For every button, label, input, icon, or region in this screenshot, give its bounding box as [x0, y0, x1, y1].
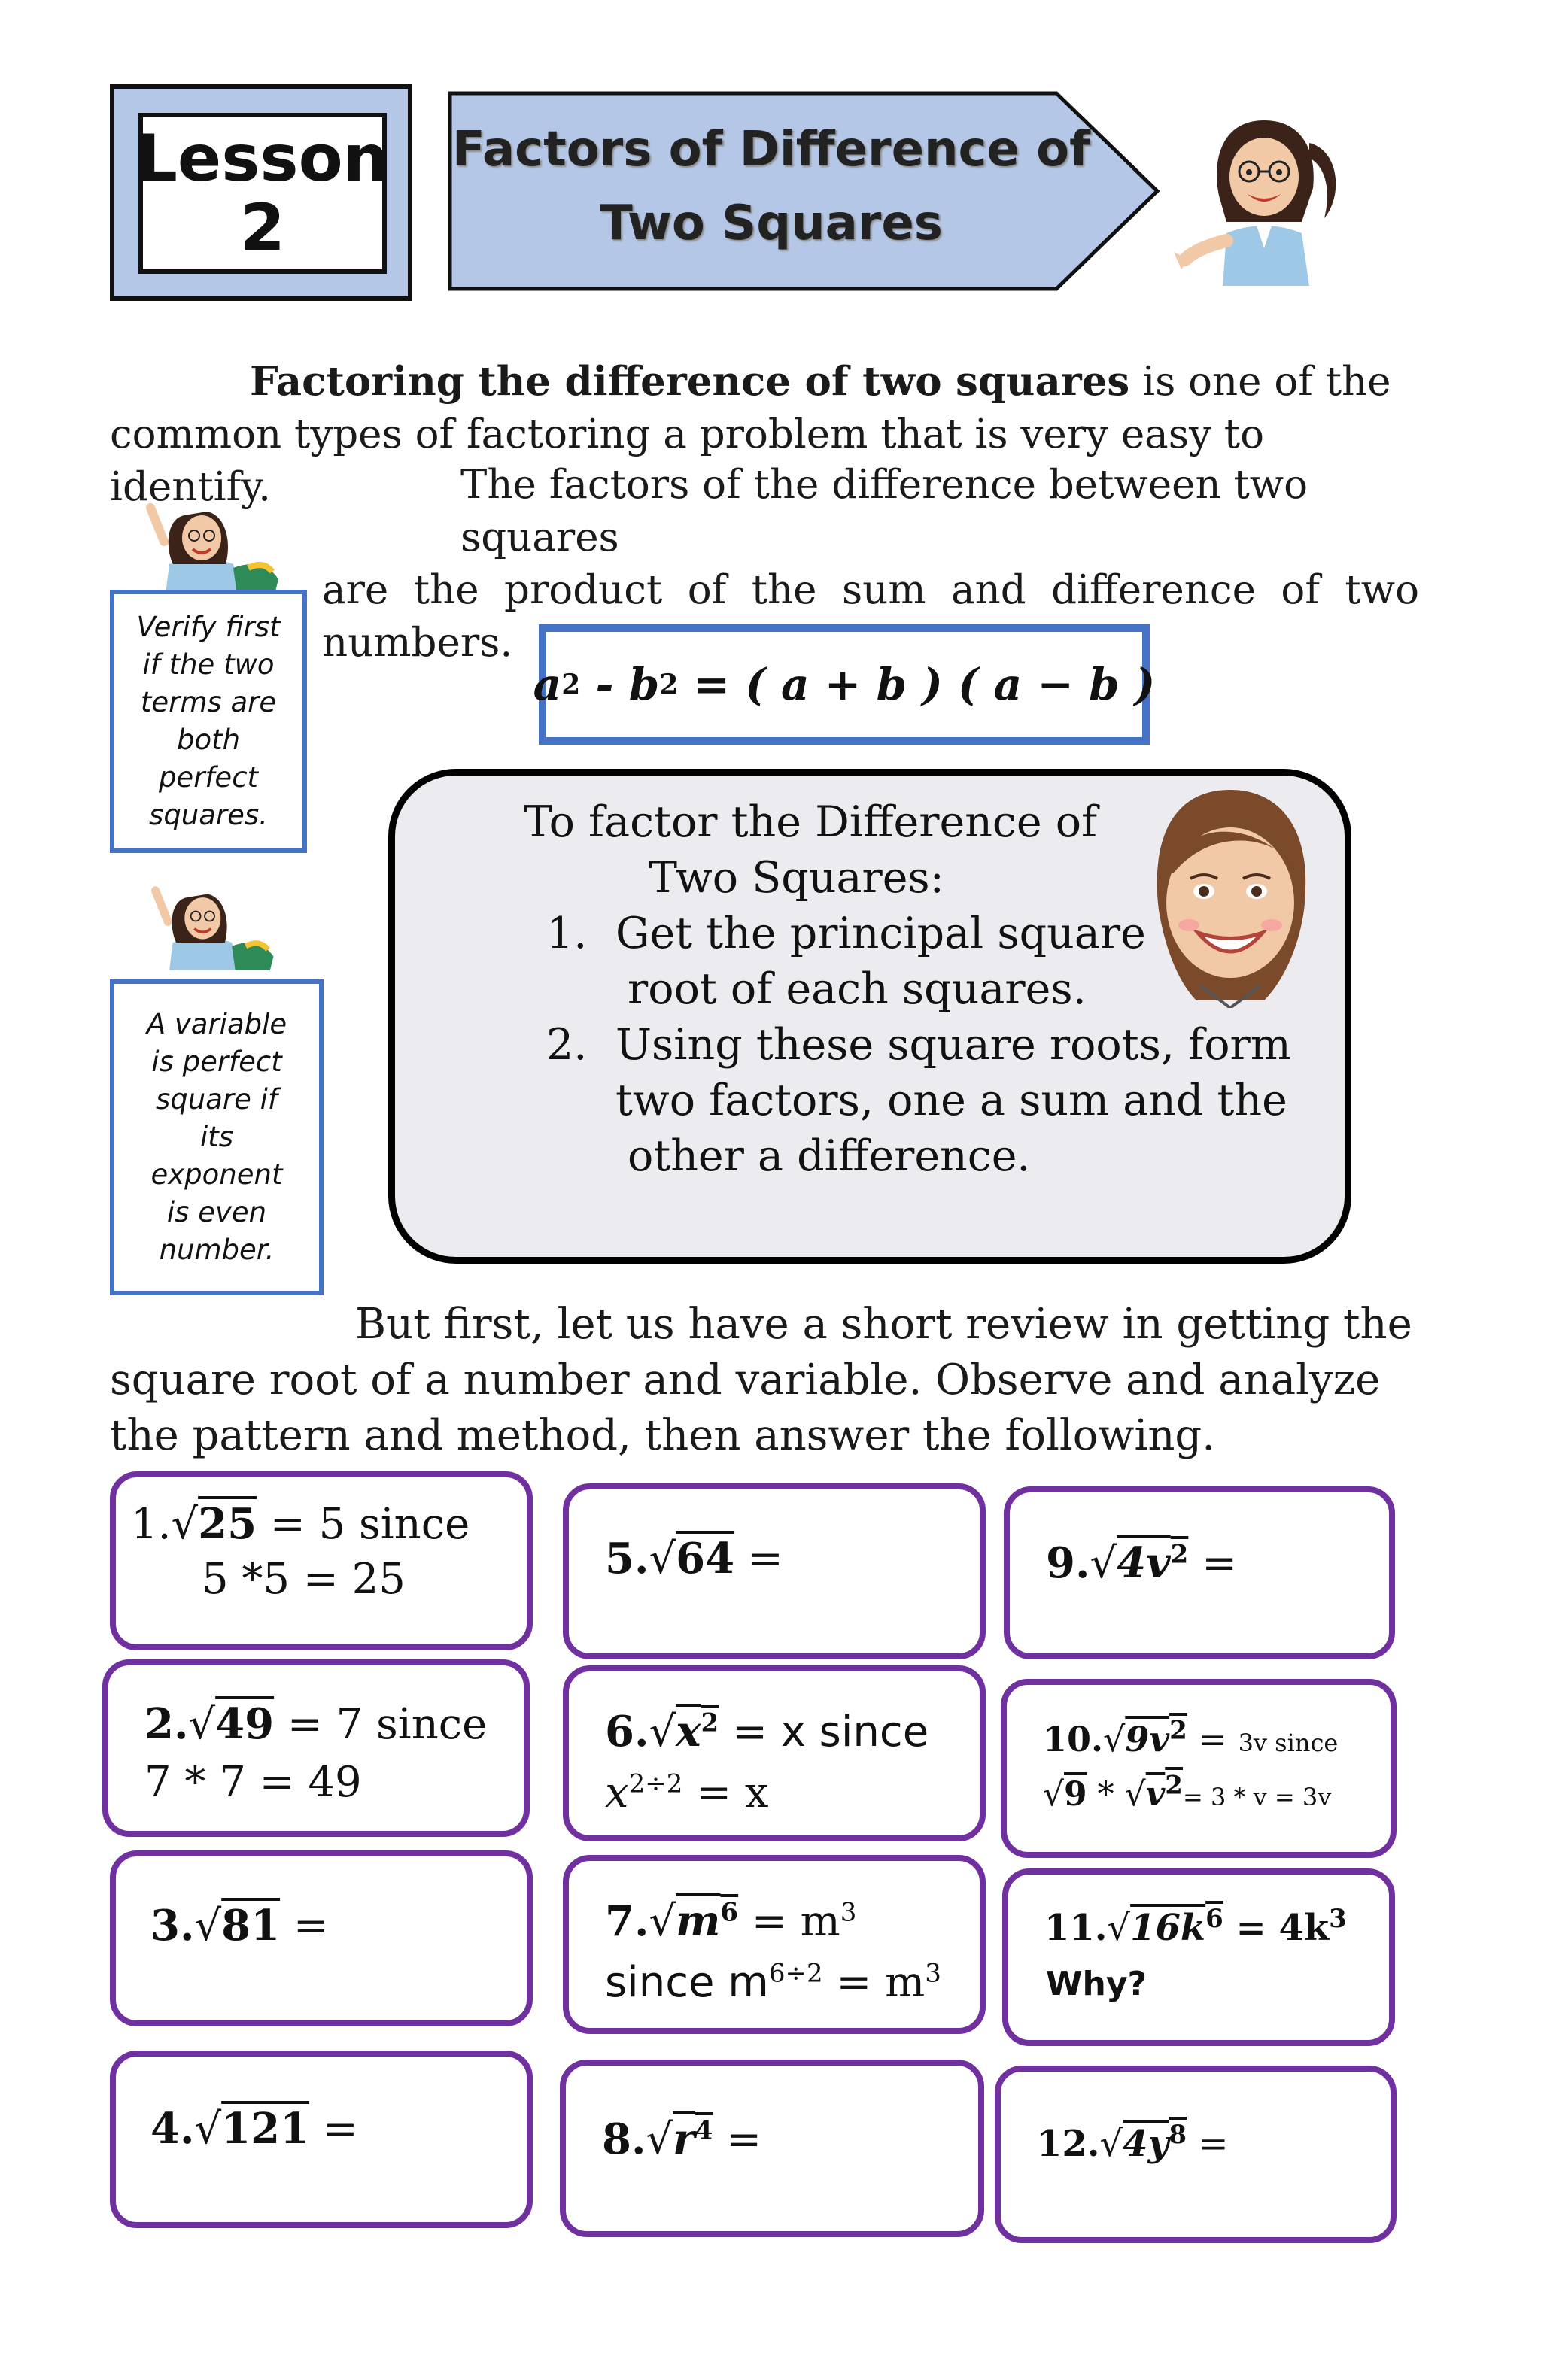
result-exponent: 3 — [1329, 1904, 1347, 1934]
variable-note-line: A variable — [146, 1008, 287, 1040]
exercise-number: 11. — [1044, 1907, 1108, 1949]
radicand-exponent: 4 — [695, 2115, 713, 2146]
radicand: 81 — [221, 1901, 281, 1950]
verify-note-line: if the two — [142, 648, 275, 681]
line-mid: * — [1087, 1775, 1125, 1814]
radicand — [1130, 1904, 1223, 1949]
exercise-10-line-2: $√9 * √v^2= 3 * v = 3v$ — [1043, 1770, 1332, 1814]
radicand — [673, 2114, 713, 2164]
radicand — [1145, 1770, 1183, 1814]
radicand-variable: m — [676, 1896, 721, 1946]
review-line-1: But first, let us have a short review in getting the — [355, 1300, 1412, 1349]
step-1-number: 1. — [546, 909, 588, 958]
review-line-2: square root of a number and variable. Observe and analyze — [110, 1355, 1381, 1404]
radicand-variable: r — [673, 2114, 695, 2164]
variable-note-line: its — [199, 1121, 234, 1153]
variable-note-line: square if — [156, 1083, 278, 1116]
step-1-line-2: root of each squares. — [628, 964, 1087, 1014]
radicand-variable: 4v — [1117, 1538, 1171, 1588]
exercise-result: = 4k — [1223, 1907, 1330, 1949]
radicand — [676, 1707, 719, 1756]
exercise-1-line-2: 5 *5 = 25 — [202, 1555, 406, 1604]
exercise-number: 7. — [605, 1896, 649, 1946]
radicand-variable: 4y — [1123, 2123, 1169, 2165]
teacher-avatar-icon — [1151, 98, 1362, 286]
formula-rhs: = ( a + b ) ( a − b ) — [678, 659, 1156, 710]
radicand-exponent: 6 — [720, 1897, 739, 1928]
radicand: 49 — [215, 1699, 275, 1749]
step-1-line-1: Get the principal square — [615, 909, 1146, 958]
review-paragraph — [110, 1297, 1419, 1464]
exercise-9-line-1: $9.√4v^2$ = — [1046, 1538, 1238, 1588]
exercise-11-line-1: $11.√16k^6 = 4k^3$ — [1044, 1904, 1347, 1949]
result-exponent: 3 — [840, 1897, 857, 1928]
verify-note-line: terms are — [140, 686, 277, 718]
formula-a: a — [533, 659, 562, 710]
line-base: x — [605, 1768, 629, 1817]
formula-box — [533, 624, 1156, 745]
teacher-waving-icon — [143, 880, 286, 970]
exercise-number: 4. — [150, 2104, 195, 2154]
definition-line-3: numbers. — [322, 620, 513, 666]
line-exponent: 6÷2 — [768, 1958, 823, 1989]
title-line-2: Two Squares — [600, 196, 943, 251]
verify-note-line: squares. — [149, 799, 268, 831]
exercise-result: = — [280, 1902, 329, 1950]
exercise-number: 10. — [1043, 1719, 1104, 1759]
exercise-card-10 — [1001, 1679, 1397, 1858]
formula-exp: 2 — [659, 669, 679, 700]
exercise-number: 9. — [1046, 1538, 1090, 1588]
lesson-badge — [110, 84, 412, 301]
definition-line-2: are the product of the sum and difference of two — [322, 567, 1419, 613]
radicand-exponent: 2 — [1165, 1770, 1183, 1801]
verify-note-line: Verify first — [136, 611, 281, 643]
radicand: 121 — [221, 2104, 310, 2154]
radicand — [1123, 2120, 1187, 2165]
exercise-result: = — [309, 2105, 358, 2154]
verify-note-line: perfect — [158, 761, 259, 794]
line-result: = 3 * v = 3v — [1182, 1783, 1332, 1811]
exercise-number: 12. — [1037, 2123, 1100, 2165]
exercise-result: = — [1188, 1539, 1238, 1588]
line-exponent: 2÷2 — [628, 1768, 683, 1799]
exercise-3-line-1: 3.√81 = — [150, 1901, 329, 1950]
verify-note-line: both — [176, 724, 241, 756]
page-title — [451, 113, 1091, 260]
intro-bold: Factoring the difference of two squares — [250, 358, 1130, 405]
title-line-1: Factors of Difference of — [452, 122, 1090, 178]
exercise-result: = — [1187, 1719, 1239, 1759]
steps-heading-1: To factor the Difference of — [524, 797, 1098, 847]
exercise-number: 8. — [602, 2114, 646, 2164]
radicand: 25 — [198, 1499, 257, 1549]
intro-rest: is one of the — [1129, 359, 1391, 405]
exercise-6-line-2 — [605, 1765, 768, 1822]
exercise-12-line-1: $12.√4y^8$ = — [1037, 2120, 1229, 2165]
intro-line-2: common types of factoring a problem that is very easy to identify. — [110, 411, 1264, 510]
exercise-10-line-1: $10.√9v^2 = 3v$ since — [1043, 1715, 1339, 1759]
radicand-variable: 16k — [1130, 1907, 1206, 1949]
variable-note-line: is perfect — [151, 1046, 282, 1078]
exercise-4-line-1: 4.√121 = — [150, 2104, 358, 2154]
exercise-result: = 7 since — [274, 1700, 488, 1749]
formula-b: b — [628, 659, 660, 710]
line-prefix: since m — [605, 1958, 769, 2007]
radicand-exponent: 8 — [1169, 2120, 1187, 2150]
formula-minus: - — [580, 659, 629, 710]
lesson-number: 2 — [240, 190, 285, 266]
radicand — [1125, 1715, 1187, 1759]
lesson-word: Lesson — [136, 121, 389, 196]
radicand — [1117, 1538, 1188, 1588]
variable-note-line: exponent — [150, 1158, 283, 1191]
radicand-exponent: 2 — [701, 1708, 719, 1738]
exercise-number: 3. — [150, 1901, 195, 1950]
radicand-variable: x — [676, 1707, 701, 1756]
lesson-label — [138, 113, 387, 274]
exercise-result-detail: 3v since — [1238, 1729, 1339, 1757]
steps-heading-2: Two Squares: — [649, 853, 944, 903]
exercise-number: 1. — [131, 1500, 172, 1549]
radicand-exponent: 2 — [1170, 1539, 1189, 1570]
radicand-exponent: 6 — [1205, 1904, 1223, 1934]
variable-note — [110, 979, 324, 1295]
exercise-2-line-1: 2.√49 = 7 since — [144, 1699, 488, 1749]
exercise-5-line-1: 5.√64 = — [605, 1534, 783, 1583]
exercise-2-line-2: 7 * 7 = 49 — [144, 1758, 362, 1807]
review-line-3: the pattern and method, then answer the following. — [110, 1411, 1216, 1460]
exercise-result: = — [734, 1535, 783, 1583]
exercise-number: 2. — [144, 1699, 189, 1749]
radicand-variable: v — [1145, 1775, 1166, 1814]
exercise-7-line-2 — [605, 1954, 941, 2011]
teacher-waving-icon — [143, 496, 286, 594]
exercise-number: 6. — [605, 1707, 649, 1756]
verify-note — [110, 590, 307, 853]
exercise-8-line-1: $8.√r^4$ = — [602, 2114, 762, 2164]
step-2-line-2: two factors, one a sum and the — [615, 1076, 1287, 1125]
exercise-result: = x since — [719, 1708, 929, 1756]
exercise-result: = 5 since — [257, 1500, 470, 1549]
exercise-result: = m — [738, 1897, 840, 1946]
variable-note-line: is even — [166, 1196, 267, 1228]
formula-exp: 2 — [561, 669, 581, 700]
radicand-variable: 9v — [1125, 1719, 1170, 1759]
exercise-1-line-1: 1.√25 = 5 since — [131, 1499, 470, 1549]
definition-line-1: The factors of the difference between two squares — [460, 462, 1308, 560]
radicand: 64 — [676, 1534, 735, 1583]
step-2-line-1: Using these square roots, form — [615, 1020, 1291, 1070]
exercise-7-line-1: $7.√m^6 = m^3$ — [605, 1896, 857, 1946]
step-2-number: 2. — [546, 1020, 588, 1070]
step-2-line-3: other a difference. — [628, 1131, 1031, 1181]
radicand — [676, 1896, 738, 1946]
exercise-number: 5. — [605, 1534, 649, 1583]
variable-note-line: number. — [159, 1234, 275, 1266]
teacher-face-icon — [1129, 782, 1332, 1008]
line-mid: = m — [822, 1958, 926, 2007]
exercise-6-line-1: $6.√x^2 = x$ since — [605, 1707, 929, 1756]
exercise-result: = — [1187, 2123, 1229, 2165]
line-exponent-2: 3 — [925, 1958, 941, 1989]
radicand-exponent: 2 — [1169, 1715, 1187, 1746]
line-result: = x — [682, 1768, 769, 1817]
radicand: 9 — [1064, 1775, 1087, 1814]
exercise-11-why: Why? — [1046, 1965, 1147, 2003]
exercise-result: = — [713, 2115, 762, 2164]
